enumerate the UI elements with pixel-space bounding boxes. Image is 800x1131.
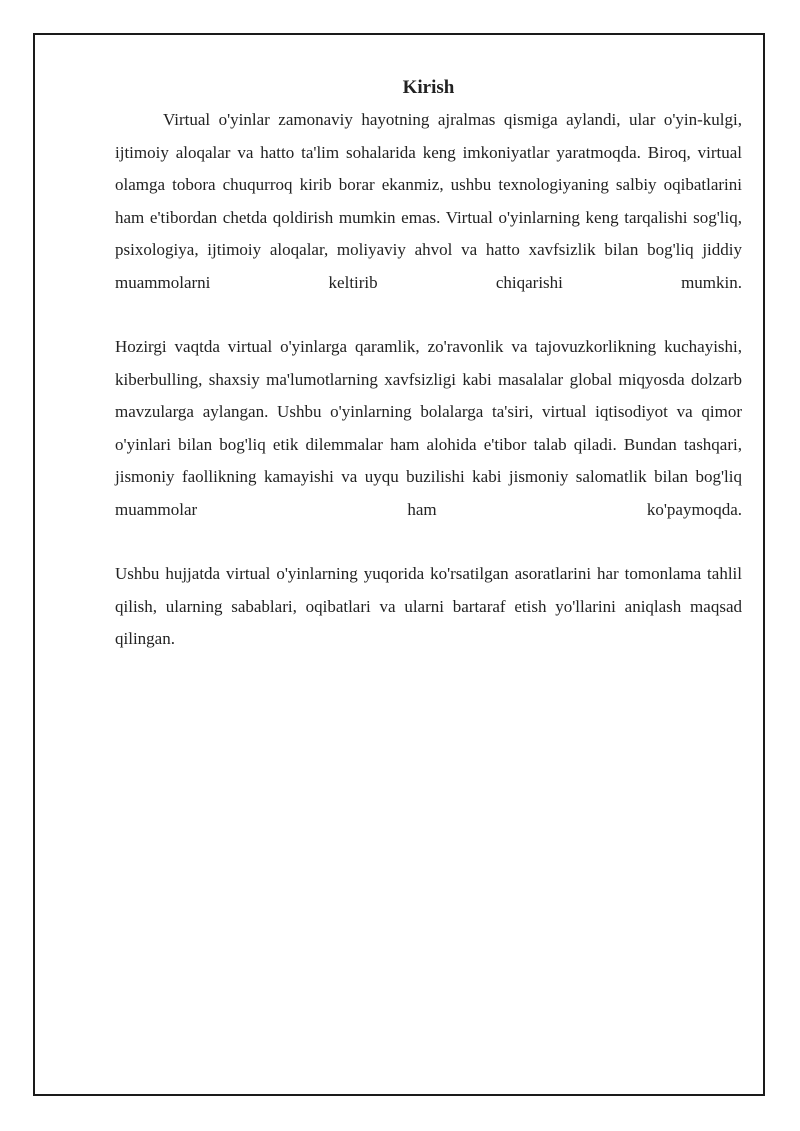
paragraph-current-issues: Hozirgi vaqtda virtual o'yinlarga qaramlik, zo'ravonlik va tajovuzkorlikning kuchayishi, kiberbulling, shaxsiy ma'lumotlarning xavfsizligi kabi masalalar global miqyosda dolzarb mavzularga aylangan. Ushbu o'yinlarning bolalarga ta'siri, virtual iqtisodiyot va qimor o'yinlari bilan bog'liq etik dilemmalar ham alohida e'tibor talab qiladi. Bundan tashqari, jismoniy faollikning kamayishi va uyqu buzilishi kabi jismoniy salomatlik bilan bog'liq muammolar ham ko'paymoqda. xyxy=(115,337,742,519)
document-title: Kirish xyxy=(402,77,455,98)
paragraph-purpose: Ushbu hujjatda virtual o'yinlarning yuqorida ko'rsatilgan asoratlarini har tomonlama tahlil qilish, ularning sabablari, oqibatlari va ularni bartaraf etish yo'llarini aniqlash maqsad qilingan. xyxy=(115,564,742,648)
paragraph-spacer xyxy=(115,299,742,331)
document-body xyxy=(115,74,742,656)
paragraph-spacer xyxy=(115,526,742,558)
paragraph-introduction: Virtual o'yinlar zamonaviy hayotning ajralmas qismiga aylandi, ular o'yin-kulgi, ijtimoiy aloqalar va hatto ta'lim sohalarida keng imkoniyatlar yaratmoqda. Biroq, virtual olamga tobora chuqurroq kirib borar ekanmiz, ushbu texnologiyaning salbiy oqibatlarini ham e'tibordan chetda qoldirish mumkin emas. Virtual o'yinlarning keng tarqalishi sog'liq, psixologiya, ijtimoiy aloqalar, moliyaviy ahvol va hatto xavfsizlik bilan bog'liq jiddiy muammolarni keltirib chiqarishi mumkin. xyxy=(115,110,742,292)
